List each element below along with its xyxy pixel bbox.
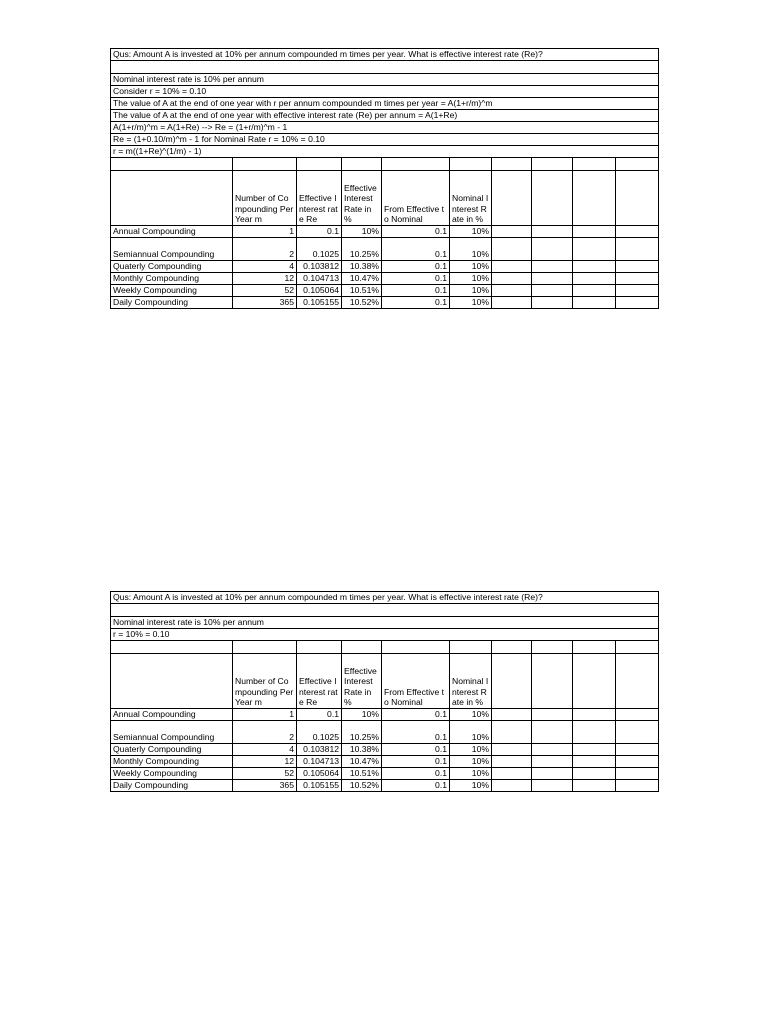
m-value[interactable]: 365 — [233, 780, 297, 792]
re-value[interactable]: 0.1 — [297, 709, 342, 721]
re-percent[interactable]: 10.25% — [342, 238, 382, 261]
header-nominal-rate-percent[interactable]: Nominal Interest Rate in % — [450, 171, 492, 226]
empty-cell[interactable] — [573, 709, 616, 721]
empty-cell[interactable] — [573, 238, 616, 261]
empty-cell[interactable] — [492, 641, 532, 654]
empty-cell[interactable] — [233, 158, 297, 171]
note-cell[interactable]: r = m((1+Re)^(1/m) - 1) — [111, 146, 659, 158]
re-percent[interactable]: 10.25% — [342, 721, 382, 744]
empty-cell[interactable] — [492, 226, 532, 238]
empty-cell[interactable] — [492, 238, 532, 261]
re-value[interactable]: 0.105155 — [297, 297, 342, 309]
re-value[interactable]: 0.103812 — [297, 261, 342, 273]
nominal-value[interactable]: 0.1 — [382, 273, 450, 285]
empty-cell[interactable] — [492, 273, 532, 285]
header-effective-rate-percent[interactable]: Effective Interest Rate in % — [342, 171, 382, 226]
empty-cell[interactable] — [532, 721, 573, 744]
header-effective-rate[interactable]: Effective Interest rate Re — [297, 171, 342, 226]
re-percent[interactable]: 10.47% — [342, 756, 382, 768]
empty-cell[interactable] — [382, 158, 450, 171]
empty-cell[interactable] — [616, 768, 659, 780]
row-label[interactable]: Quaterly Compounding — [111, 744, 233, 756]
re-percent[interactable]: 10.38% — [342, 261, 382, 273]
re-percent[interactable]: 10.51% — [342, 768, 382, 780]
header-effective-to-nominal[interactable]: From Effective to Nominal — [382, 654, 450, 709]
re-percent[interactable]: 10% — [342, 709, 382, 721]
re-value[interactable]: 0.104713 — [297, 756, 342, 768]
note-cell[interactable]: r = 10% = 0.10 — [111, 629, 659, 641]
empty-cell[interactable] — [573, 171, 616, 226]
nominal-percent[interactable]: 10% — [450, 261, 492, 273]
empty-cell[interactable] — [450, 158, 492, 171]
empty-cell[interactable] — [616, 297, 659, 309]
nominal-value[interactable]: 0.1 — [382, 285, 450, 297]
note-cell[interactable]: The value of A at the end of one year with r per annum compounded m times per year = A(1+r/m)^m — [111, 98, 659, 110]
m-value[interactable]: 2 — [233, 238, 297, 261]
empty-cell[interactable] — [297, 158, 342, 171]
empty-cell[interactable] — [573, 273, 616, 285]
empty-cell[interactable] — [616, 261, 659, 273]
empty-cell[interactable] — [616, 273, 659, 285]
empty-cell[interactable] — [111, 641, 233, 654]
header-effective-rate[interactable]: Effective Interest rate Re — [297, 654, 342, 709]
m-value[interactable]: 12 — [233, 756, 297, 768]
re-value[interactable]: 0.105155 — [297, 780, 342, 792]
nominal-percent[interactable]: 10% — [450, 297, 492, 309]
spreadsheet-table-1 — [110, 48, 659, 309]
empty-cell[interactable] — [616, 654, 659, 709]
empty-cell[interactable] — [573, 780, 616, 792]
empty-cell[interactable] — [492, 744, 532, 756]
row-label[interactable]: Annual Compounding — [111, 226, 233, 238]
nominal-value[interactable]: 0.1 — [382, 768, 450, 780]
empty-cell[interactable] — [573, 285, 616, 297]
m-value[interactable]: 1 — [233, 709, 297, 721]
nominal-percent[interactable]: 10% — [450, 756, 492, 768]
empty-cell[interactable] — [492, 158, 532, 171]
empty-cell[interactable] — [573, 744, 616, 756]
row-label[interactable]: Semiannual Compounding — [111, 721, 233, 744]
spreadsheet-table-2 — [110, 591, 659, 792]
m-value[interactable]: 52 — [233, 285, 297, 297]
empty-cell[interactable] — [492, 721, 532, 744]
m-value[interactable]: 365 — [233, 297, 297, 309]
empty-cell[interactable] — [616, 641, 659, 654]
re-percent[interactable]: 10.51% — [342, 285, 382, 297]
empty-cell[interactable] — [492, 297, 532, 309]
re-value[interactable]: 0.105064 — [297, 285, 342, 297]
empty-cell[interactable] — [382, 641, 450, 654]
empty-cell[interactable] — [532, 654, 573, 709]
empty-cell[interactable] — [573, 158, 616, 171]
re-value[interactable]: 0.103812 — [297, 744, 342, 756]
empty-cell[interactable] — [532, 261, 573, 273]
empty-cell[interactable] — [492, 756, 532, 768]
m-value[interactable]: 12 — [233, 273, 297, 285]
header-compounding-per-year[interactable]: Number of Compounding Per Year m — [233, 171, 297, 226]
empty-cell[interactable] — [532, 226, 573, 238]
empty-cell[interactable] — [492, 654, 532, 709]
empty-cell[interactable] — [532, 273, 573, 285]
empty-cell[interactable] — [233, 641, 297, 654]
nominal-percent[interactable]: 10% — [450, 721, 492, 744]
header-nominal-rate-percent[interactable]: Nominal Interest Rate in % — [450, 654, 492, 709]
nominal-percent[interactable]: 10% — [450, 238, 492, 261]
empty-cell[interactable] — [616, 756, 659, 768]
empty-cell[interactable] — [616, 226, 659, 238]
empty-cell[interactable] — [532, 641, 573, 654]
m-value[interactable]: 52 — [233, 768, 297, 780]
spreadsheet-block-1 — [110, 48, 658, 309]
row-label[interactable]: Quaterly Compounding — [111, 261, 233, 273]
nominal-percent[interactable]: 10% — [450, 226, 492, 238]
empty-cell[interactable] — [616, 238, 659, 261]
empty-cell[interactable] — [573, 297, 616, 309]
empty-cell[interactable] — [573, 721, 616, 744]
row-label[interactable]: Monthly Compounding — [111, 756, 233, 768]
empty-cell[interactable] — [616, 780, 659, 792]
empty-cell[interactable] — [532, 780, 573, 792]
row-label[interactable]: Annual Compounding — [111, 709, 233, 721]
note-cell[interactable]: Nominal interest rate is 10% per annum — [111, 74, 659, 86]
empty-cell[interactable] — [616, 721, 659, 744]
spreadsheet-block-2 — [110, 591, 658, 792]
empty-cell[interactable] — [492, 171, 532, 226]
nominal-value[interactable]: 0.1 — [382, 238, 450, 261]
empty-cell[interactable] — [573, 641, 616, 654]
re-percent[interactable]: 10.38% — [342, 744, 382, 756]
empty-cell[interactable] — [532, 171, 573, 226]
empty-cell[interactable] — [616, 709, 659, 721]
empty-cell[interactable] — [111, 654, 233, 709]
nominal-value[interactable]: 0.1 — [382, 721, 450, 744]
empty-cell[interactable] — [492, 780, 532, 792]
empty-cell[interactable] — [573, 768, 616, 780]
nominal-percent[interactable]: 10% — [450, 285, 492, 297]
nominal-value[interactable]: 0.1 — [382, 226, 450, 238]
re-value[interactable]: 0.1 — [297, 226, 342, 238]
empty-row[interactable] — [111, 61, 659, 74]
empty-cell[interactable] — [532, 709, 573, 721]
row-label[interactable]: Daily Compounding — [111, 297, 233, 309]
m-value[interactable]: 4 — [233, 744, 297, 756]
nominal-value[interactable]: 0.1 — [382, 744, 450, 756]
nominal-percent[interactable]: 10% — [450, 273, 492, 285]
note-cell[interactable]: The value of A at the end of one year with effective interest rate (Re) per annum = A(1+Re) — [111, 110, 659, 122]
re-value[interactable]: 0.105064 — [297, 768, 342, 780]
empty-cell[interactable] — [573, 756, 616, 768]
nominal-value[interactable]: 0.1 — [382, 780, 450, 792]
re-value[interactable]: 0.1025 — [297, 721, 342, 744]
empty-cell[interactable] — [573, 226, 616, 238]
header-effective-to-nominal[interactable]: From Effective to Nominal — [382, 171, 450, 226]
nominal-percent[interactable]: 10% — [450, 780, 492, 792]
empty-row[interactable] — [111, 604, 659, 617]
re-value[interactable]: 0.104713 — [297, 273, 342, 285]
empty-cell[interactable] — [492, 285, 532, 297]
re-percent[interactable]: 10.47% — [342, 273, 382, 285]
question-cell[interactable]: Qus: Amount A is invested at 10% per annum compounded m times per year. What is effective interest rate (Re)? — [111, 592, 659, 604]
empty-cell[interactable] — [297, 641, 342, 654]
m-value[interactable]: 2 — [233, 721, 297, 744]
empty-cell[interactable] — [532, 297, 573, 309]
empty-cell[interactable] — [573, 654, 616, 709]
empty-cell[interactable] — [616, 171, 659, 226]
re-value[interactable]: 0.1025 — [297, 238, 342, 261]
nominal-value[interactable]: 0.1 — [382, 261, 450, 273]
empty-cell[interactable] — [342, 158, 382, 171]
re-percent[interactable]: 10% — [342, 226, 382, 238]
re-percent[interactable]: 10.52% — [342, 297, 382, 309]
empty-cell[interactable] — [532, 158, 573, 171]
empty-cell[interactable] — [492, 261, 532, 273]
note-cell[interactable]: A(1+r/m)^m = A(1+Re) --> Re = (1+r/m)^m - 1 — [111, 122, 659, 134]
empty-cell[interactable] — [450, 641, 492, 654]
row-label[interactable]: Semiannual Compounding — [111, 238, 233, 261]
row-label[interactable]: Weekly Compounding — [111, 768, 233, 780]
empty-cell[interactable] — [616, 285, 659, 297]
empty-cell[interactable] — [573, 261, 616, 273]
nominal-value[interactable]: 0.1 — [382, 297, 450, 309]
header-compounding-per-year[interactable]: Number of Compounding Per Year m — [233, 654, 297, 709]
empty-cell[interactable] — [342, 641, 382, 654]
empty-cell[interactable] — [532, 756, 573, 768]
note-cell[interactable]: Consider r = 10% = 0.10 — [111, 86, 659, 98]
m-value[interactable]: 1 — [233, 226, 297, 238]
nominal-percent[interactable]: 10% — [450, 768, 492, 780]
question-cell[interactable]: Qus: Amount A is invested at 10% per annum compounded m times per year. What is effective interest rate (Re)? — [111, 49, 659, 61]
empty-cell[interactable] — [616, 744, 659, 756]
nominal-value[interactable]: 0.1 — [382, 756, 450, 768]
empty-cell[interactable] — [532, 744, 573, 756]
header-effective-rate-percent[interactable]: Effective Interest Rate in % — [342, 654, 382, 709]
empty-cell[interactable] — [492, 768, 532, 780]
empty-cell[interactable] — [111, 171, 233, 226]
empty-cell[interactable] — [616, 158, 659, 171]
empty-cell[interactable] — [492, 709, 532, 721]
note-cell[interactable]: Nominal interest rate is 10% per annum — [111, 617, 659, 629]
empty-cell[interactable] — [532, 768, 573, 780]
nominal-percent[interactable]: 10% — [450, 744, 492, 756]
empty-cell[interactable] — [111, 158, 233, 171]
nominal-percent[interactable]: 10% — [450, 709, 492, 721]
row-label[interactable]: Weekly Compounding — [111, 285, 233, 297]
re-percent[interactable]: 10.52% — [342, 780, 382, 792]
row-label[interactable]: Monthly Compounding — [111, 273, 233, 285]
empty-cell[interactable] — [532, 285, 573, 297]
note-cell[interactable]: Re = (1+0.10/m)^m - 1 for Nominal Rate r = 10% = 0.10 — [111, 134, 659, 146]
row-label[interactable]: Daily Compounding — [111, 780, 233, 792]
empty-cell[interactable] — [532, 238, 573, 261]
m-value[interactable]: 4 — [233, 261, 297, 273]
nominal-value[interactable]: 0.1 — [382, 709, 450, 721]
